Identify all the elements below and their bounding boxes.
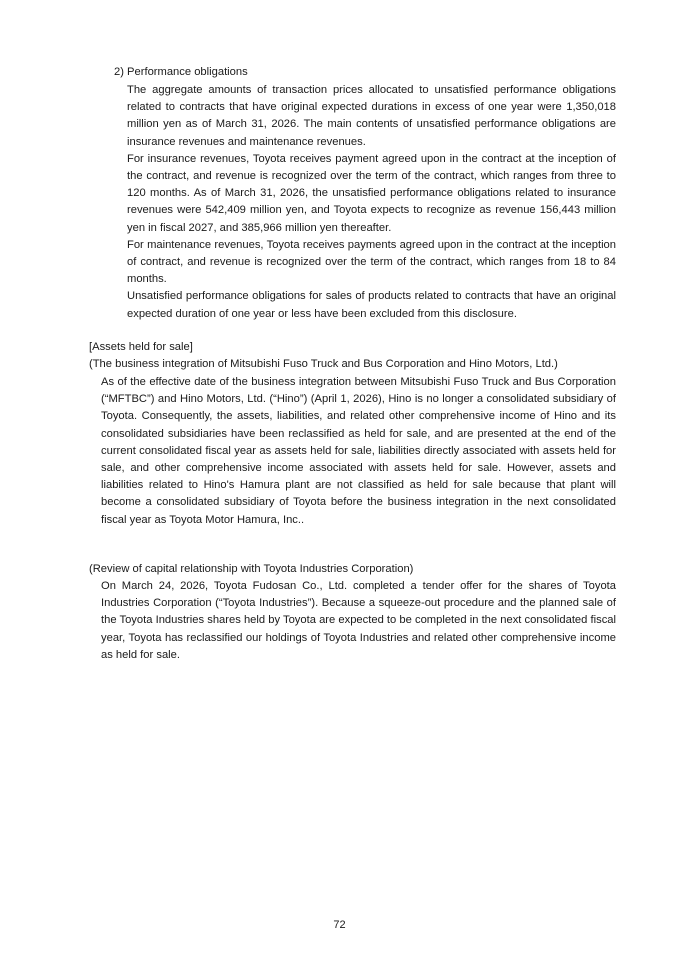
paragraph-excluded-obligations: Unsatisfied performance obligations for sales of products related to contracts that have an original expected duration of one year or less have been excluded from this disclosure. <box>127 290 616 320</box>
paragraph-insurance-revenues: For insurance revenues, Toyota receives payment agreed upon in the contract at the inception of the contract, and revenue is recognized over the term of the contract, which ranges from three to 120 months. As of March 31, 2026, the unsatisfied performance obligations related to insurance revenues were 542,409 million yen, and Toyota expects to recognize as revenue 156,443 million yen in fiscal 2027, and 385,966 million yen thereafter. <box>127 152 616 234</box>
performance-obligations-body <box>127 82 616 323</box>
paragraph-capital-relationship: On March 24, 2026, Toyota Fudosan Co., Ltd. completed a tender offer for the shares of Toyota Industries Corporation (“Toyota Industries”). Because a squeeze-out procedure and the planned sale of the Toyota Industries shares held by Toyota are expected to be completed in the next consolidated fiscal year, Toyota has reclassified our holdings of Toyota Industries and related other comprehensive income as held for sale. <box>101 580 616 661</box>
paragraph-maintenance-revenues: For maintenance revenues, Toyota receives payments agreed upon in the contract at the inception of contract, and revenue is recognized over the term of the contract, which ranges from 18 to 84 months. <box>127 238 616 286</box>
business-integration-body <box>101 374 616 529</box>
paragraph-business-integration: As of the effective date of the business integration between Mitsubishi Fuso Truck and Bus Corporation (“MFTBC”) and Hino Motors, Ltd. (“Hino”) (April 1, 2026), Hino is no longer a consolidated subsidiary of Toyota. Consequently, the assets, liabilities, and related other comprehensive income of Hino and its consolidated subsidiaries have been reclassified as held for sale, and are presented at the end of the current consolidated fiscal year as assets held for sale, liabilities directly associated with assets held for sale, and other comprehensive income associated with assets held for sale. However, assets and liabilities related to Hino's Hamura plant are not classified as held for sale because that plant will become a consolidated subsidiary of Toyota before the business integration in the next consolidated fiscal year as Toyota Motor Hamura, Inc.. <box>101 376 616 526</box>
assets-held-for-sale-heading: [Assets held for sale] <box>89 341 193 353</box>
paragraph-aggregate-amounts: The aggregate amounts of transaction prices allocated to unsatisfied performance obligations related to contracts that have original expected durations in excess of one year were 1,350,018 million yen as of March 31, 2026. The main contents of unsatisfied performance obligations are insurance revenues and maintenance revenues. <box>127 84 616 148</box>
page-number: 72 <box>333 919 346 931</box>
performance-obligations-heading: 2) Performance obligations <box>114 66 248 78</box>
capital-relationship-heading: (Review of capital relationship with Toyota Industries Corporation) <box>89 563 414 575</box>
business-integration-heading: (The business integration of Mitsubishi Fuso Truck and Bus Corporation and Hino Motors, Ltd.) <box>89 358 558 370</box>
capital-relationship-body <box>101 578 616 664</box>
